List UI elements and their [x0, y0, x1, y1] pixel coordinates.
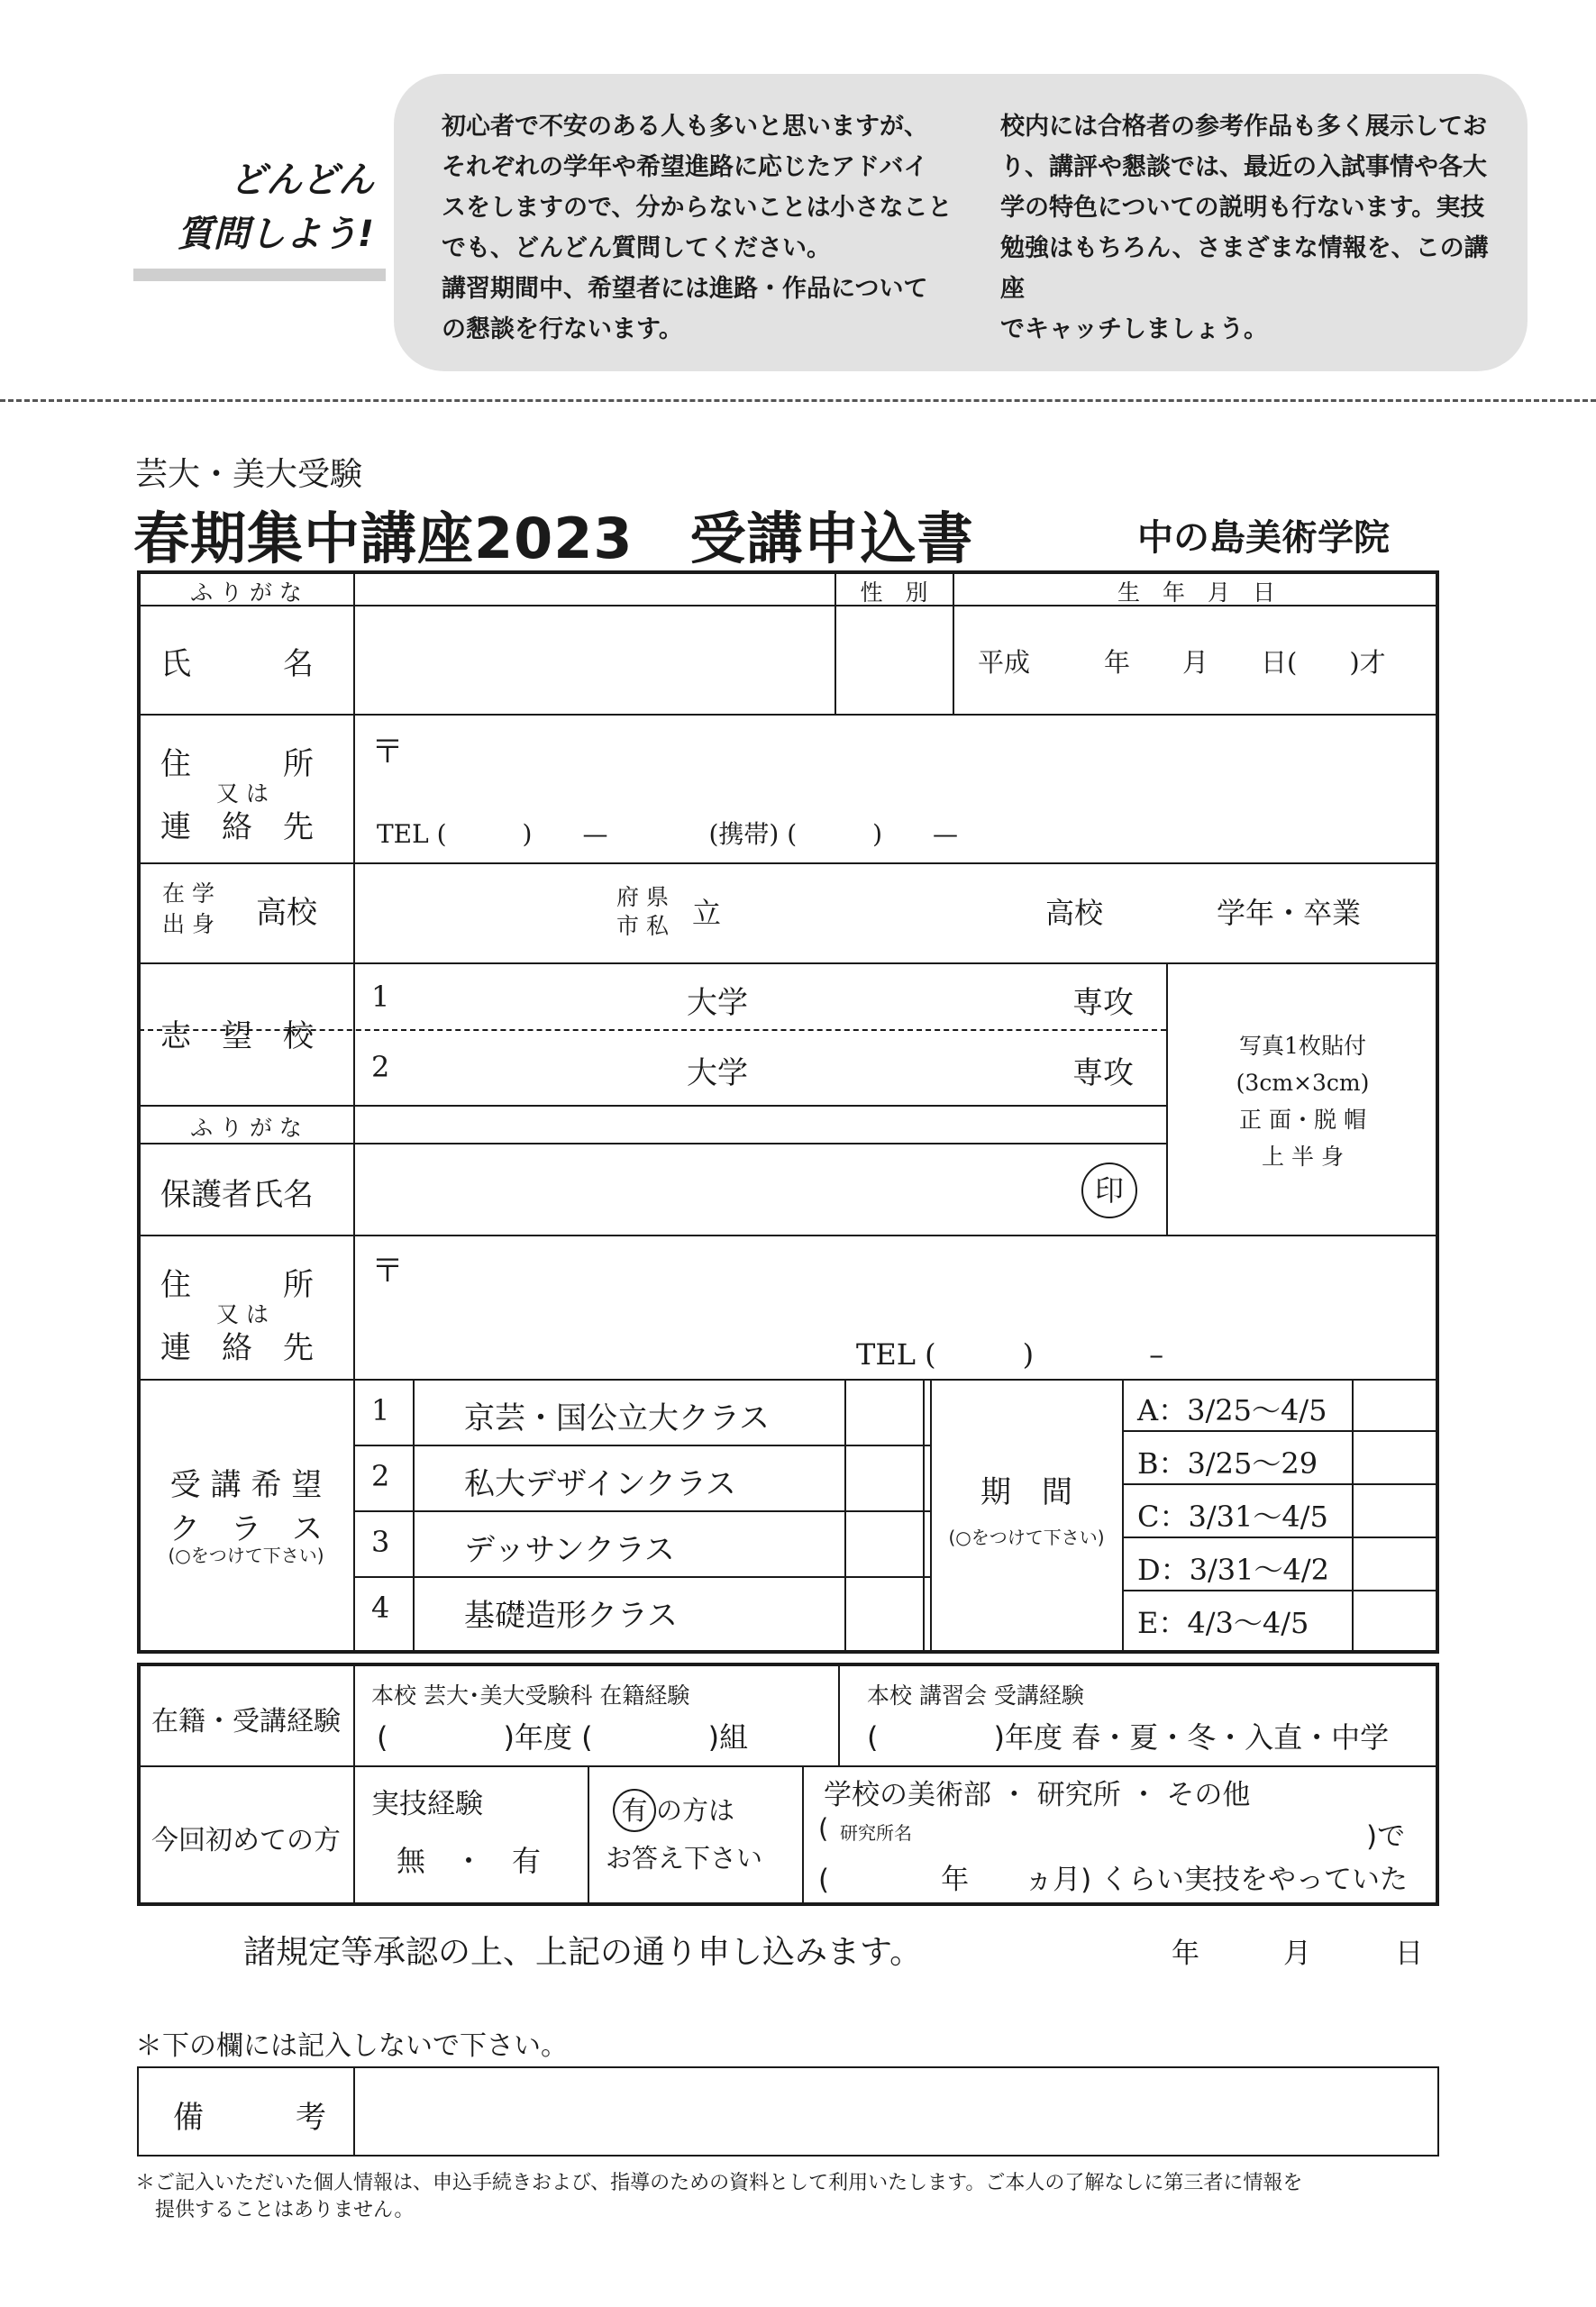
class-name[interactable]: 京芸・国公立大クラス — [464, 1400, 770, 1436]
line — [953, 572, 954, 714]
lab-close: )で — [1366, 1820, 1406, 1853]
address-label: 住 所 — [160, 746, 314, 782]
school-label-current: 在 学 — [162, 880, 214, 907]
gender-input[interactable] — [837, 608, 951, 712]
line — [139, 1143, 1166, 1144]
gender-label: 性 別 — [860, 579, 928, 606]
class-name[interactable]: 私大デザインクラス — [464, 1466, 736, 1502]
furigana-input[interactable] — [357, 574, 833, 603]
contact-label: 連 絡 先 — [160, 809, 314, 845]
line — [353, 1445, 930, 1446]
guardian-contact-label: 連 絡 先 — [160, 1330, 314, 1366]
line — [139, 962, 1437, 964]
class-label: 受 講 希 望 ク ラ ス — [169, 1467, 323, 1547]
guardian-address-or: 又 は — [216, 1301, 269, 1327]
heading-underline — [133, 269, 386, 281]
prefecture-type-upper: 府 県 — [616, 884, 669, 910]
period-option[interactable]: B：3/25〜29 — [1137, 1446, 1318, 1481]
line — [139, 862, 1437, 864]
line — [802, 1767, 804, 1904]
postal-mark: 〒 — [371, 734, 405, 771]
lab-open: ( — [818, 1813, 829, 1844]
class-name[interactable]: デッサンクラス — [464, 1532, 675, 1568]
line — [1122, 1379, 1124, 1652]
office-use-note: ＊下の欄には記入しないで下さい。 — [135, 2030, 568, 2062]
choice-1-major[interactable]: 専攻 — [1072, 985, 1134, 1021]
period-option[interactable]: D：3/31〜4/2 — [1137, 1553, 1330, 1587]
choice-2-number: 2 — [371, 1050, 390, 1084]
seal-mark: 印 — [1081, 1163, 1137, 1218]
guardian-tel-fields[interactable]: TEL ( ) – — [856, 1337, 1164, 1372]
choice-2-university[interactable]: 大学 — [687, 1055, 748, 1091]
period-option[interactable]: E：4/3〜4/5 — [1137, 1606, 1309, 1640]
guardian-address-label: 住 所 — [160, 1267, 314, 1303]
period-option[interactable]: C：3/31〜4/5 — [1137, 1500, 1328, 1534]
choice-1-number: 1 — [371, 980, 390, 1014]
class-circle-note: (○をつけて下さい) — [168, 1545, 324, 1566]
line — [1122, 1430, 1437, 1432]
line — [139, 1235, 1437, 1236]
choice-1-university[interactable]: 大学 — [687, 985, 748, 1021]
class-name[interactable]: 基礎造形クラス — [464, 1598, 678, 1634]
guardian-postal-mark: 〒 — [371, 1253, 405, 1290]
practice-where[interactable]: 学校の美術部 ・ 研究所 ・ その他 — [824, 1779, 1251, 1811]
line — [1122, 1590, 1437, 1591]
line — [353, 1664, 355, 1904]
remarks-box — [137, 2066, 1439, 2157]
has-circle: 有 — [613, 1789, 656, 1832]
line — [139, 1765, 1437, 1767]
choice-2-major[interactable]: 専攻 — [1072, 1055, 1134, 1091]
tips-heading: どんどん 質問しよう! — [177, 160, 374, 255]
course-title: 本校 講習会 受講経験 — [867, 1682, 1084, 1709]
photo-placeholder[interactable]: 写真1枚貼付 (3cm×3cm) 正 面・脱 帽 上 半 身 — [1236, 1033, 1370, 1170]
period-label: 期 間 — [980, 1474, 1072, 1510]
lab-name-input[interactable] — [937, 1813, 1352, 1849]
experience-label: 在籍・受講経験 — [151, 1706, 341, 1737]
school-label-graduated: 出 身 — [162, 911, 214, 937]
line — [923, 1379, 925, 1652]
line — [353, 2067, 355, 2156]
line — [413, 1379, 415, 1652]
application-date[interactable]: 年 月 日 — [1172, 1938, 1423, 1970]
class-number: 1 — [371, 1393, 390, 1427]
cut-line — [0, 399, 1596, 402]
line — [353, 572, 355, 1652]
birth-fields[interactable]: 年 月 日( )才 — [1104, 647, 1386, 678]
line — [353, 1510, 930, 1512]
lab-name-label: 研究所名 — [840, 1822, 912, 1844]
line — [1352, 1379, 1354, 1652]
period-option[interactable]: A：3/25〜4/5 — [1137, 1393, 1327, 1427]
guardian-name-label: 保護者氏名 — [160, 1177, 314, 1213]
birthdate-label: 生 年 月 日 — [1117, 579, 1275, 606]
address-label-or: 又 は — [216, 780, 269, 807]
tel-fields[interactable]: TEL ( ) — (携帯) ( ) — — [377, 819, 959, 849]
line — [838, 1664, 840, 1765]
line — [1122, 1536, 1437, 1538]
has-note: 有 の方は — [613, 1789, 734, 1832]
line — [1122, 1483, 1437, 1485]
koukou-label: 高校 — [1045, 896, 1104, 930]
high-school-label: 高校 — [256, 895, 317, 931]
line — [353, 1576, 930, 1578]
remarks-label: 備 考 — [173, 2100, 326, 2136]
class-number: 2 — [371, 1459, 390, 1493]
tips-column-right: 校内には合格者の参考作品も多く展示してお り、講評や懇談では、最近の入試事情や各大 学の特色についての説明も行ないます。実技 勉強はもちろん、さまざまな情報を、この講座 でキャッチしましょう。 — [1000, 113, 1489, 343]
privacy-note: ＊ご記入いただいた個人情報は、申込手続きおよび、指導のための資料として利用いたします。ご本人の了解なしに第三者に情報を 提供することはありません。 — [135, 2172, 1303, 2221]
please-answer: お答え下さい — [606, 1843, 763, 1874]
class-number: 4 — [371, 1591, 390, 1625]
guardian-name-input[interactable] — [357, 1146, 1078, 1232]
practice-duration[interactable]: ( 年 ヵ月) くらい実技をやっていた — [818, 1864, 1409, 1896]
ritsu-label: 立 — [692, 896, 722, 930]
practice-label: 実技経験 — [371, 1788, 483, 1820]
line — [139, 714, 1437, 716]
desired-school-label: 志 望 校 — [160, 1018, 314, 1054]
line — [139, 1379, 1437, 1381]
class-number: 3 — [371, 1525, 390, 1559]
address-input[interactable] — [406, 721, 1424, 793]
birth-era: 平成 — [978, 647, 1031, 678]
practice-choice[interactable]: 無 ・ 有 — [397, 1844, 542, 1878]
line — [930, 1379, 932, 1652]
line — [588, 1767, 589, 1904]
guardian-furigana-label: ふ り が な — [190, 1115, 302, 1141]
name-label: 氏 名 — [160, 646, 314, 682]
enrollment-title: 本校 芸大･美大受験科 在籍経験 — [371, 1682, 690, 1709]
line — [139, 1105, 1166, 1107]
school-logo: 中の島美術学院 — [1137, 517, 1390, 559]
agreement-text: 諸規定等承認の上、上記の通り申し込みます。 — [243, 1934, 923, 1971]
guardian-furigana-input[interactable] — [357, 1108, 1164, 1141]
form-subtitle: 芸大・美大受験 — [135, 456, 363, 493]
enrollment-fields[interactable]: ( )年度 ( )組 — [377, 1720, 749, 1755]
first-time-label: 今回初めての方 — [151, 1825, 341, 1856]
name-input[interactable] — [357, 608, 833, 712]
form-title: 春期集中講座2023 受講申込書 — [133, 506, 974, 571]
line — [844, 1379, 846, 1652]
guardian-address-input[interactable] — [406, 1242, 1424, 1323]
grade-label[interactable]: 学年・卒業 — [1217, 896, 1362, 930]
tips-column-left: 初心者で不安のある人も多いと思いますが、 それぞれの学年や希望進路に応じたアドバイ スをしますので、分からないことは小さなこと でも、どんどん質問してください。 講習期間中、希望者には進路・作品について の懇談を行ないます。 — [442, 113, 953, 343]
prefecture-type-lower: 市 私 — [616, 913, 669, 939]
course-fields[interactable]: ( )年度 春・夏・冬・入直・中学 — [867, 1720, 1390, 1755]
furigana-label: ふ り が な — [190, 579, 302, 606]
period-circle-note: (○をつけて下さい) — [948, 1527, 1105, 1548]
